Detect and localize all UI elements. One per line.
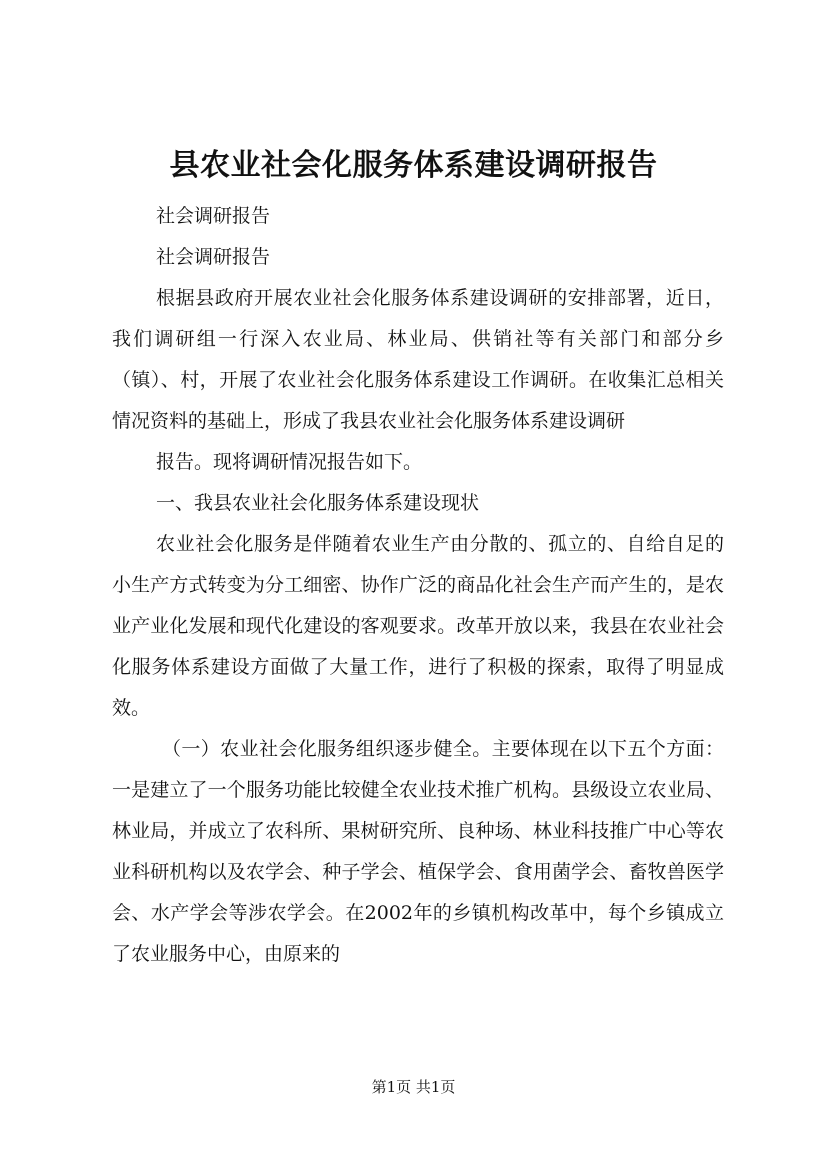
paragraph-intro: 根据县政府开展农业社会化服务体系建设调研的安排部署，近日，我们调研组一行深入农业局、林业局、供销社等有关部门和部分乡（镇）、村，开展了农业社会化服务体系建设工作调研。在收集汇总相关情况资料的基础上，形成了我县农业社会化服务体系建设调研 bbox=[112, 287, 724, 432]
paragraph-subtitle-1: 社会调研报告 bbox=[156, 205, 271, 227]
paragraph-intro-continued: 报告。现将调研情况报告如下。 bbox=[156, 451, 423, 473]
document-body bbox=[112, 196, 724, 975]
document-title: 县农业社会化服务体系建设调研报告 bbox=[169, 148, 658, 183]
page-footer: 第1页 共1页 bbox=[371, 1078, 456, 1096]
section-heading: 一、我县农业社会化服务体系建设现状 bbox=[156, 492, 480, 514]
paragraph-organizations: （一）农业社会化服务组织逐步健全。主要体现在以下五个方面：一是建立了一个服务功能比较健全农业技术推广机构。县级设立农业局、林业局，并成立了农科所、果树研究所、良种场、林业科技推广中心等农业科研机构以及农学会、种子学会、植保学会、食用菌学会、畜牧兽医学会、水产学会等涉农学会。在2002年的乡镇机构改革中，每个乡镇成立了农业服务中心，由原来的 bbox=[112, 738, 724, 965]
paragraph-overview: 农业社会化服务是伴随着农业生产由分散的、孤立的、自给自足的小生产方式转变为分工细密、协作广泛的商品化社会生产而产生的，是农业产业化发展和现代化建设的客观要求。改革开放以来，我县在农业社会化服务体系建设方面做了大量工作，进行了积极的探索，取得了明显成效。 bbox=[112, 533, 724, 719]
paragraph-subtitle-2: 社会调研报告 bbox=[156, 246, 271, 268]
